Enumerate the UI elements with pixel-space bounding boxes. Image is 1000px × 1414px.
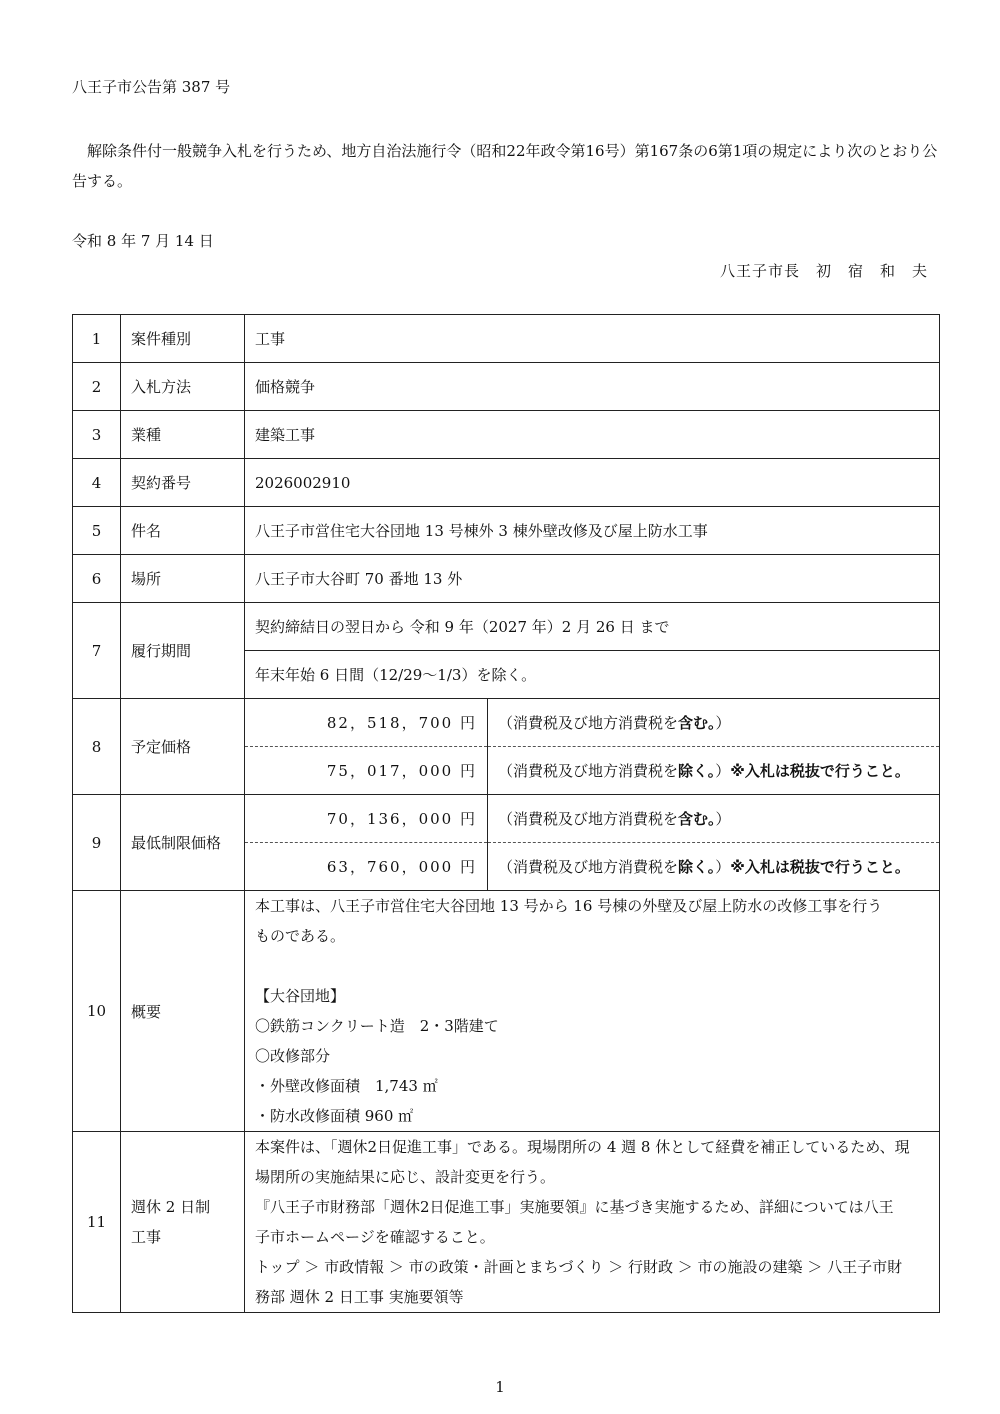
overview-line: ものである。: [255, 927, 346, 945]
row-item-line: 工事: [131, 1228, 162, 1246]
row-number: 9: [73, 795, 121, 891]
table-row: [73, 459, 940, 507]
row-item: 契約番号: [121, 459, 245, 507]
overview-text: [245, 891, 940, 1132]
table-row: [73, 411, 940, 459]
tax-note: [488, 747, 940, 795]
tax-note-emphasis: 除く。: [678, 858, 716, 876]
intro-paragraph: 解除条件付一般競争入札を行うため、地方自治法施行令（昭和22年政令第16号）第167条の6第1項の規定により次のとおり公告する。: [72, 142, 938, 190]
table-row: [73, 315, 940, 363]
table-row: [73, 603, 940, 651]
overview-line: ・外壁改修面積 1,743 ㎡: [255, 1077, 438, 1095]
tax-note-text: ）: [715, 858, 731, 876]
table-row: [73, 1132, 940, 1313]
overview-line: 本工事は、八王子市営住宅大谷団地 13 号から 16 号棟の外壁及び屋上防水の改修工事を行う: [255, 897, 883, 915]
row-item-line: 週休 2 日制: [131, 1198, 211, 1216]
page-number: 1: [495, 1378, 505, 1396]
row-number: 4: [73, 459, 121, 507]
row-number: 6: [73, 555, 121, 603]
price-excl-tax: 63，760，000 円: [245, 843, 488, 891]
row-item: 入札方法: [121, 363, 245, 411]
table-row: [73, 795, 940, 843]
signer: 八王子市長 初 宿 和 夫: [719, 262, 928, 280]
tax-note-text: ）: [715, 810, 731, 828]
row-item: 予定価格: [121, 699, 245, 795]
tax-note-text: （消費税及び地方消費税を: [498, 714, 679, 732]
row-item: 案件種別: [121, 315, 245, 363]
weekly-line: 本案件は、「週休2日促進工事」である。現場閉所の 4 週 8 休として経費を補正しているため、現: [255, 1138, 910, 1156]
row-item: 場所: [121, 555, 245, 603]
tax-note-text: （消費税及び地方消費税を: [498, 762, 679, 780]
overview-line: 〇改修部分: [255, 1047, 331, 1065]
row-item: 件名: [121, 507, 245, 555]
breadcrumb-path: 務部 週休 2 日工事 実施要領等: [255, 1288, 464, 1306]
row-value: 2026002910: [245, 459, 940, 507]
weekly-2day-text: [245, 1132, 940, 1313]
table-row: [73, 699, 940, 747]
weekly-line: 場閉所の実施結果に応じ、設計変更を行う。: [255, 1168, 556, 1186]
overview-line: ・防水改修面積 960 ㎡: [255, 1107, 414, 1125]
row-item: 履行期間: [121, 603, 245, 699]
row-number: 2: [73, 363, 121, 411]
overview-line: 〇鉄筋コンクリート造 2・3階建て: [255, 1017, 499, 1035]
tax-note-emphasis: 除く。: [678, 762, 716, 780]
row-number: 3: [73, 411, 121, 459]
tax-note-text: ）: [715, 714, 731, 732]
row-number: 7: [73, 603, 121, 699]
row-value: 工事: [245, 315, 940, 363]
table-row: [73, 555, 940, 603]
table-row: [73, 363, 940, 411]
row-number: 1: [73, 315, 121, 363]
price-excl-tax: 75，017，000 円: [245, 747, 488, 795]
tax-note-text: ）: [715, 762, 731, 780]
row-number: 10: [73, 891, 121, 1132]
weekly-line: 『八王子市財務部「週休2日促進工事」実施要領』に基づき実施するため、詳細については八王: [255, 1198, 894, 1216]
notice-number: 八王子市公告第 387 号: [72, 78, 231, 96]
tax-note-text: （消費税及び地方消費税を: [498, 810, 679, 828]
weekly-line: 子市ホームページを確認すること。: [255, 1228, 495, 1246]
tax-note-emphasis: 含む。: [678, 714, 716, 732]
row-item: [121, 1132, 245, 1313]
tax-note: [488, 699, 940, 747]
row-value: 価格競争: [245, 363, 940, 411]
row-number: 11: [73, 1132, 121, 1313]
notice-date: 令和 8 年 7 月 14 日: [72, 232, 214, 250]
spacer: [255, 951, 929, 981]
bid-spec-table: [72, 314, 940, 1313]
tax-note-warning: ※入札は税抜で行うこと。: [730, 858, 910, 876]
row-item: 概要: [121, 891, 245, 1132]
price-incl-tax: 82，518，700 円: [245, 699, 488, 747]
period-exclusion: 年末年始 6 日間（12/29～1/3）を除く。: [245, 651, 940, 699]
overview-line: 【大谷団地】: [255, 987, 346, 1005]
tax-note: [488, 843, 940, 891]
price-incl-tax: 70，136，000 円: [245, 795, 488, 843]
period-line: 契約締結日の翌日から 令和 9 年（2027 年）2 月 26 日 まで: [245, 603, 940, 651]
row-item: 最低制限価格: [121, 795, 245, 891]
table-row: [73, 507, 940, 555]
row-item: 業種: [121, 411, 245, 459]
tax-note-warning: ※入札は税抜で行うこと。: [730, 762, 910, 780]
breadcrumb-path: トップ ＞ 市政情報 ＞ 市の政策・計画とまちづくり ＞ 行財政 ＞ 市の施設の建築 ＞ 八王子市財: [255, 1258, 903, 1276]
row-number: 8: [73, 699, 121, 795]
tax-note-emphasis: 含む。: [678, 810, 716, 828]
table-row: [73, 891, 940, 1132]
row-value: 八王子市営住宅大谷団地 13 号棟外 3 棟外壁改修及び屋上防水工事: [245, 507, 940, 555]
row-value: 八王子市大谷町 70 番地 13 外: [245, 555, 940, 603]
tax-note: [488, 795, 940, 843]
tax-note-text: （消費税及び地方消費税を: [498, 858, 679, 876]
row-value: 建築工事: [245, 411, 940, 459]
row-number: 5: [73, 507, 121, 555]
